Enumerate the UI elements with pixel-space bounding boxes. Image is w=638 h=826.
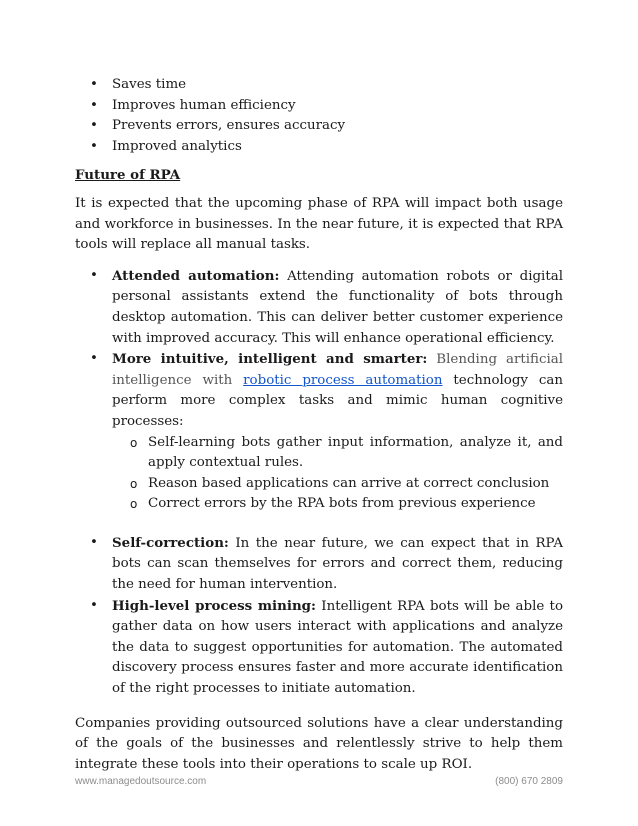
footer-website: www.managedoutsource.com	[75, 776, 207, 787]
list-item-self-correction	[75, 533, 563, 596]
list-item-process-mining	[75, 596, 563, 700]
sub-list-item: o Reason based applications can arrive at correct conclusion	[75, 474, 563, 495]
list-item-intuitive	[75, 349, 563, 515]
page-content	[75, 75, 563, 775]
rpa-link[interactable]: robotic process automation	[243, 372, 443, 388]
item-text-muted: Blending artificial intelligence with	[112, 352, 563, 388]
item-title: High-level process mining:	[112, 597, 316, 614]
future-list	[75, 266, 563, 700]
intro-paragraph: It is expected that the upcoming phase of RPA will impact both usage and workforce in businesses. In the near future, it is expected that RPA tools will replace all manual tasks.	[75, 195, 563, 253]
page-footer	[75, 776, 563, 787]
item-title: Self-correction:	[112, 534, 229, 551]
list-item: • Improves human efficiency	[75, 96, 563, 117]
list-item: • Prevents errors, ensures accuracy	[75, 116, 563, 137]
item-text: Attending automation robots or digital personal assistants extend the functionality of bots through desktop automation. This can deliver better customer experience with improved accuracy. This will enhance operational efficiency.	[112, 268, 563, 346]
list-item: • Improved analytics	[75, 137, 563, 158]
section-heading: Future of RPA	[75, 167, 181, 184]
footer-phone: (800) 670 2809	[495, 776, 563, 787]
list-item: • Saves time	[75, 75, 563, 96]
sub-list-item: o Correct errors by the RPA bots from previous experience	[75, 494, 563, 515]
item-title: Attended automation:	[112, 267, 280, 284]
sub-list	[112, 433, 563, 515]
item-text: In the near future, we can expect that in RPA bots can scan themselves for errors and correct them, reducing the need for human intervention.	[112, 535, 563, 593]
item-text: Intelligent RPA bots will be able to gather data on how users interact with applications and analyze the data to suggest opportunities for automation. The automated discovery process ensures faster and more accurate identification of the right processes to initiate automation.	[112, 598, 564, 697]
list-item-attended	[75, 266, 563, 349]
sub-list-item: o Self-learning bots gather input information, analyze it, and apply contextual rules.	[75, 433, 563, 474]
item-title: More intuitive, intelligent and smarter:	[112, 351, 428, 368]
closing-paragraph: Companies providing outsourced solutions have a clear understanding of the goals of the businesses and relentlessly strive to help them integrate these tools into their operations to scale up ROI.	[75, 715, 563, 772]
item-text: technology can perform more complex tasks and mimic human cognitive processes:	[112, 372, 563, 429]
benefits-list	[75, 75, 563, 157]
